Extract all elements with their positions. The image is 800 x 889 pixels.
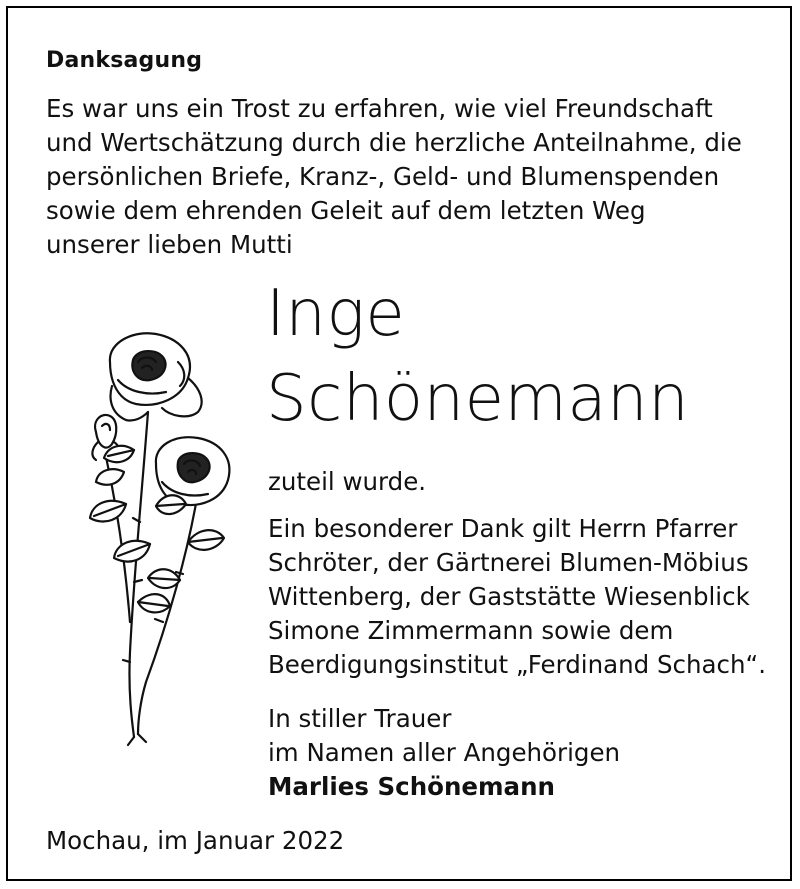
- thanks-line: Beerdigungsinstitut „Ferdinand Schach“.: [268, 650, 767, 679]
- intro-line: und Wertschätzung durch die herzliche Anteilnahme, die: [46, 128, 742, 157]
- mourning-line: In stiller Trauer: [268, 704, 452, 733]
- intro-line: sowie dem ehrenden Geleit auf dem letzten Weg: [46, 196, 646, 225]
- thanks-line: Wittenberg, der Gaststätte Wiesenblick: [268, 582, 750, 611]
- mourning-line: im Namen aller Angehörigen: [268, 738, 621, 767]
- notice-heading: Danksagung: [46, 48, 203, 73]
- deceased-last-name: Schönemann: [266, 362, 690, 436]
- obituary-notice: [6, 6, 792, 881]
- roses-illustration-icon: [38, 322, 248, 752]
- mourning-block: [268, 702, 788, 804]
- thanks-line: Ein besonderer Dank gilt Herrn Pfarrer: [268, 514, 738, 543]
- intro-line: persönlichen Briefe, Kranz-, Geld- und Blumenspenden: [46, 162, 720, 191]
- zuteil-text: zuteil wurde.: [268, 467, 427, 496]
- signature: Marlies Schönemann: [268, 772, 555, 801]
- deceased-name: [266, 272, 689, 442]
- intro-text: [46, 92, 786, 262]
- thanks-line: Simone Zimmermann sowie dem: [268, 616, 674, 645]
- intro-line: unserer lieben Mutti: [46, 230, 293, 259]
- thanks-line: Schröter, der Gärtnerei Blumen-Möbius: [268, 548, 749, 577]
- intro-line: Es war uns ein Trost zu erfahren, wie viel Freundschaft: [46, 94, 713, 123]
- place-date: Mochau, im Januar 2022: [46, 826, 345, 855]
- deceased-first-name: Inge: [266, 277, 406, 351]
- thanks-text: [268, 512, 788, 682]
